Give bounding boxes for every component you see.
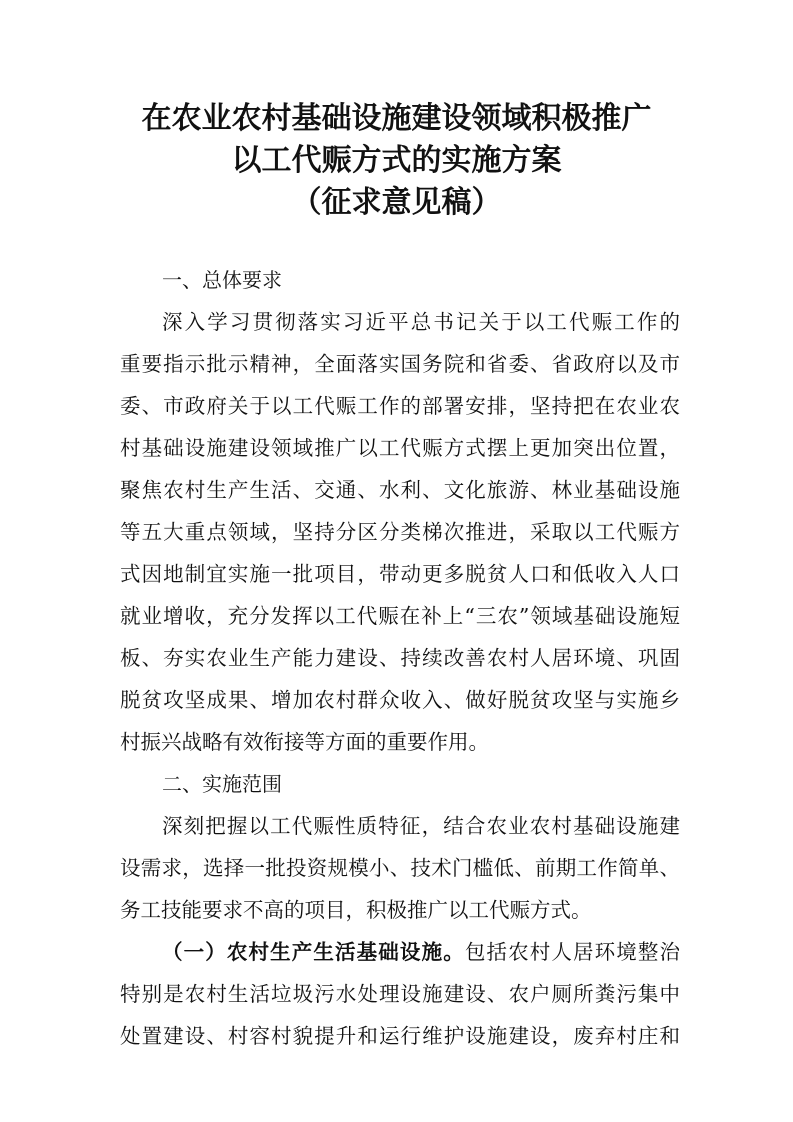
paragraph-line: 务工技能要求不高的项目，积极推广以工代赈方式。: [120, 898, 592, 922]
paragraph-line: 板、夯实农业生产能力建设、持续改善农村人居环境、巩固: [120, 646, 680, 670]
paragraph-rural-infrastructure: [120, 931, 680, 1057]
subsection-lead: （一）农村生产生活基础设施。: [162, 940, 465, 964]
section-heading-overall-requirements: 一、总体要求: [162, 268, 282, 292]
paragraph-line: 特别是农村生活垃圾污水处理设施建设、农户厕所粪污集中: [120, 982, 680, 1006]
paragraph-line: 深刻把握以工代赈性质特征，结合农业农村基础设施建: [162, 814, 680, 838]
paragraph-line: 处置建设、村容村貌提升和运行维护设施建设，废弃村庄和: [120, 1024, 680, 1048]
paragraph-line: 重要指示批示精神，全面落实国务院和省委、省政府以及市: [120, 352, 680, 376]
paragraph-line: 就业增收，充分发挥以工代赈在补上“三农”领域基础设施短: [120, 604, 680, 628]
title-line-1: 在农业农村基础设施建设领域积极推广: [141, 101, 652, 136]
paragraph-line: 式因地制宜实施一批项目，带动更多脱贫人口和低收入人口: [120, 562, 680, 586]
section-heading-implementation-scope: 二、实施范围: [162, 772, 282, 796]
paragraph-line: 等五大重点领域，坚持分区分类梯次推进，采取以工代赈方: [120, 520, 680, 544]
document-body: [120, 259, 680, 1057]
title-line-2: 以工代赈方式的实施方案: [231, 143, 562, 178]
paragraph-line: 村振兴战略有效衔接等方面的重要作用。: [120, 730, 489, 754]
title-line-3: （征求意见稿）: [291, 185, 502, 220]
document-title: [0, 98, 793, 224]
paragraph-line: 深入学习贯彻落实习近平总书记关于以工代赈工作的: [162, 310, 680, 334]
paragraph-line: 设需求，选择一批投资规模小、技术门槛低、前期工作简单、: [120, 856, 680, 880]
paragraph-line-rest: 包括农村人居环境整治: [464, 940, 681, 964]
paragraph-overall-requirements: [120, 301, 680, 763]
paragraph-line: 脱贫攻坚成果、增加农村群众收入、做好脱贫攻坚与实施乡: [120, 688, 680, 712]
paragraph-line: [120, 931, 680, 973]
paragraph-line: 聚焦农村生产生活、交通、水利、文化旅游、林业基础设施: [120, 478, 680, 502]
paragraph-line: 村基础设施建设领域推广以工代赈方式摆上更加突出位置，: [120, 436, 680, 460]
paragraph-line: 委、市政府关于以工代赈工作的部署安排，坚持把在农业农: [120, 394, 680, 418]
paragraph-implementation-scope: [120, 805, 680, 931]
